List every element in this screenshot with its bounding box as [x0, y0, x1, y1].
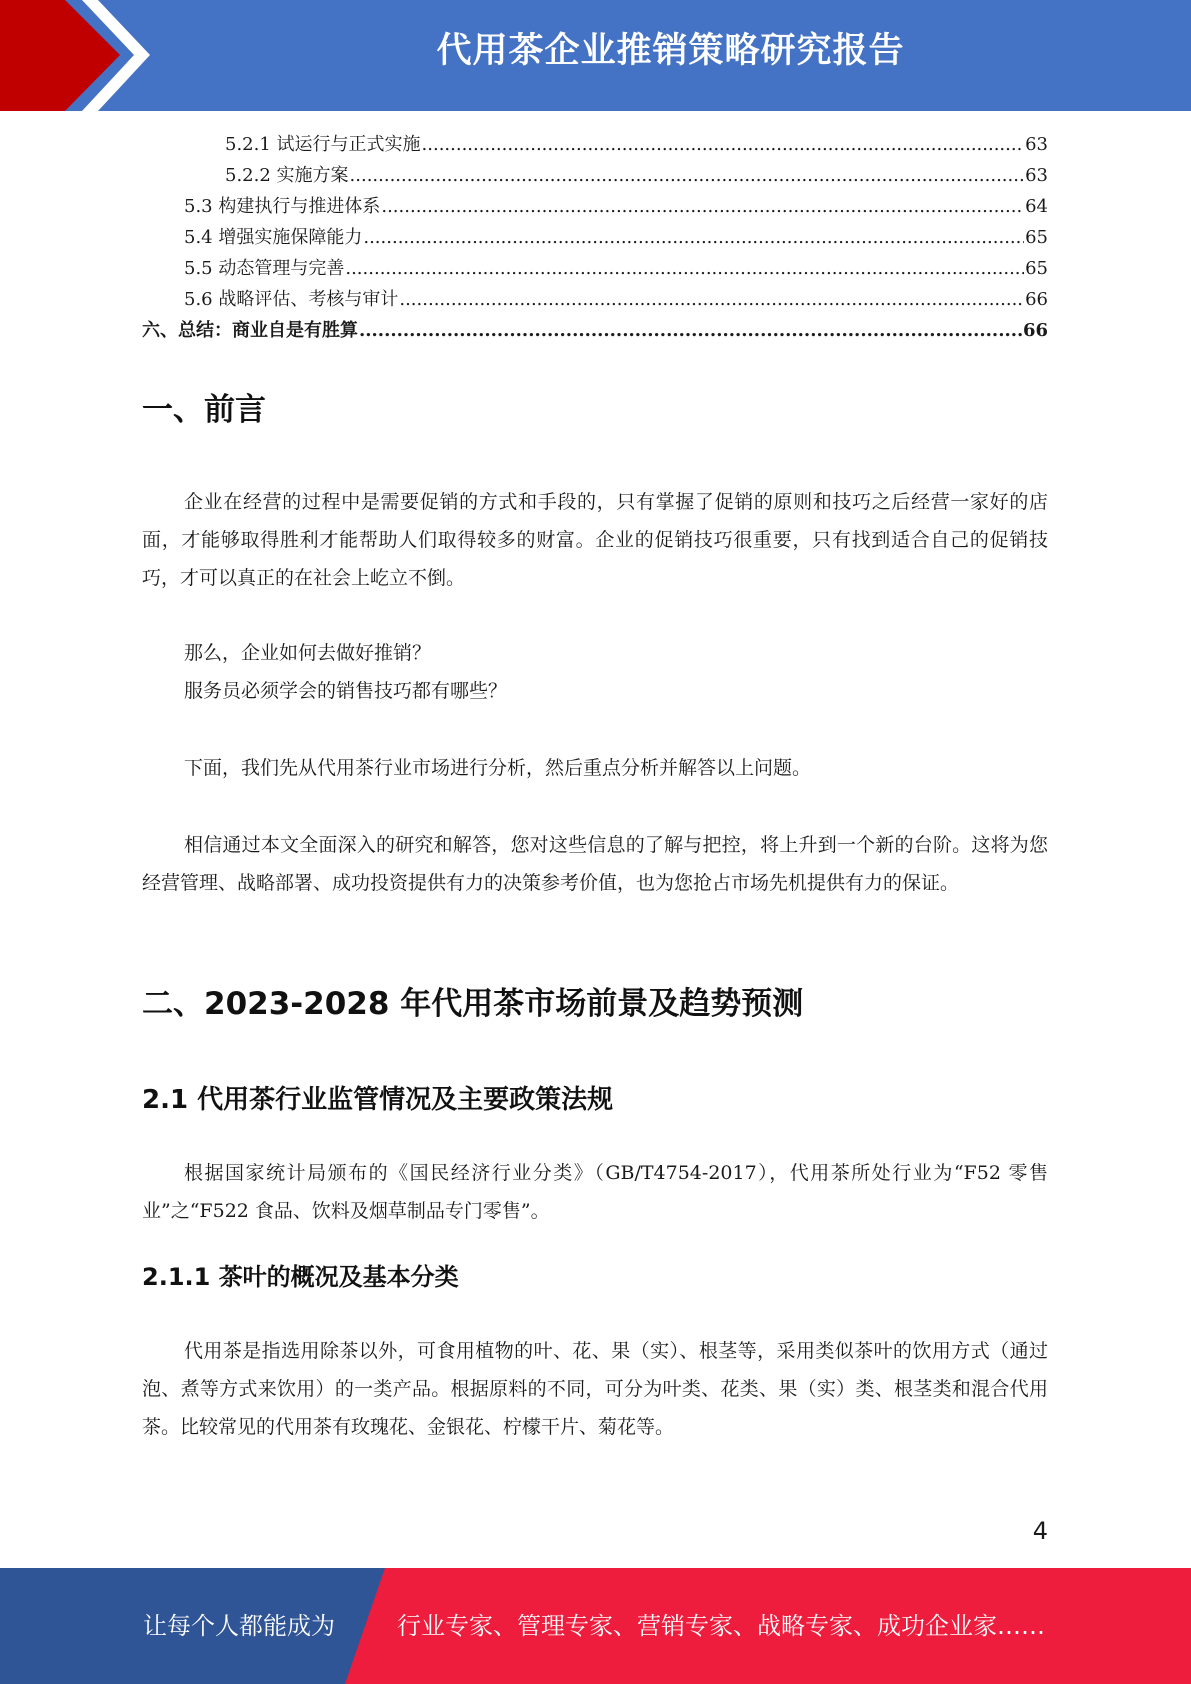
toc-entry[interactable]	[142, 222, 1048, 253]
toc-leader-dots	[359, 315, 1022, 346]
toc-entry[interactable]	[142, 315, 1048, 346]
toc-entry[interactable]	[142, 129, 1048, 160]
toc-leader-dots	[399, 284, 1024, 315]
toc-entry-page: 65	[1025, 227, 1048, 248]
footer-slogan-roles: 行业专家、管理专家、营销专家、战略专家、成功企业家……	[397, 1612, 1045, 1640]
section-heading-market: 二、2023-2028 年代用茶市场前景及趋势预测	[142, 986, 804, 1022]
toc-leader-dots	[381, 191, 1024, 222]
toc-entry-label: 5.2.1 试运行与正式实施	[225, 134, 421, 155]
toc-entry-page: 66	[1025, 289, 1048, 310]
intro-paragraph-3: 相信通过本文全面深入的研究和解答，您对这些信息的了解与把控，将上升到一个新的台阶。这将为您经营管理、战略部署、成功投资提供有力的决策参考价值，也为您抢占市场先机提供有力的保证。	[142, 834, 1048, 894]
intro-question-1: 那么，企业如何去做好推销？	[184, 642, 432, 664]
footer-slogan-lead: 让每个人都能成为	[143, 1612, 335, 1640]
section-heading-intro: 一、前言	[142, 392, 266, 428]
subsubsection-heading-overview: 2.1.1 茶叶的概况及基本分类	[142, 1263, 459, 1291]
intro-question-2: 服务员必须学会的销售技巧都有哪些？	[184, 680, 508, 702]
toc-entry[interactable]	[142, 160, 1048, 191]
chevron-arrow-icon	[0, 0, 160, 111]
intro-paragraph-2: 下面，我们先从代用茶行业市场进行分析，然后重点分析并解答以上问题。	[184, 757, 812, 779]
toc-entry-label: 5.6 战略评估、考核与审计	[184, 289, 399, 310]
toc-leader-dots	[350, 160, 1025, 191]
toc-entry-page: 64	[1025, 196, 1048, 217]
toc-entry-page: 66	[1022, 320, 1048, 341]
toc-leader-dots	[363, 222, 1024, 253]
toc-entry[interactable]	[142, 253, 1048, 284]
subsection-heading-regulation: 2.1 代用茶行业监管情况及主要政策法规	[142, 1085, 614, 1115]
toc-entry-label: 5.3 构建执行与推进体系	[184, 196, 381, 217]
toc-entry[interactable]	[142, 191, 1048, 222]
toc-entry-label: 六、总结：商业自是有胜算	[142, 320, 358, 341]
toc-entry-label: 5.2.2 实施方案	[225, 165, 349, 186]
toc-entry-label: 5.4 增强实施保障能力	[184, 227, 363, 248]
table-of-contents	[142, 129, 1048, 346]
toc-entry-page: 65	[1025, 258, 1048, 279]
regulation-paragraph: 根据国家统计局颁布的《国民经济行业分类》（GB/T4754-2017），代用茶所处行业为“F52 零售业”之“F522 食品、饮料及烟草制品专门零售”。	[142, 1162, 1048, 1222]
page-number: 4	[1032, 1517, 1048, 1545]
intro-paragraph-1: 企业在经营的过程中是需要促销的方式和手段的，只有掌握了促销的原则和技巧之后经营一家好的店面，才能够取得胜利才能帮助人们取得较多的财富。企业的促销技巧很重要，只有找到适合自己的促销技巧，才可以真正的在社会上屹立不倒。	[142, 491, 1048, 589]
toc-leader-dots	[422, 129, 1025, 160]
toc-entry-page: 63	[1025, 134, 1048, 155]
toc-leader-dots	[345, 253, 1024, 284]
overview-paragraph: 代用茶是指选用除茶以外，可食用植物的叶、花、果（实）、根茎等，采用类似茶叶的饮用方式（通过泡、煮等方式来饮用）的一类产品。根据原料的不同，可分为叶类、花类、果（实）类、根茎类和混合代用茶。比较常见的代用茶有玫瑰花、金银花、柠檬干片、菊花等。	[142, 1340, 1048, 1438]
toc-entry-label: 5.5 动态管理与完善	[184, 258, 345, 279]
report-title: 代用茶企业推销策略研究报告	[436, 31, 905, 71]
page-footer	[0, 1568, 1191, 1684]
toc-entry[interactable]	[142, 284, 1048, 315]
toc-entry-page: 63	[1025, 165, 1048, 186]
page-header	[0, 0, 1191, 111]
